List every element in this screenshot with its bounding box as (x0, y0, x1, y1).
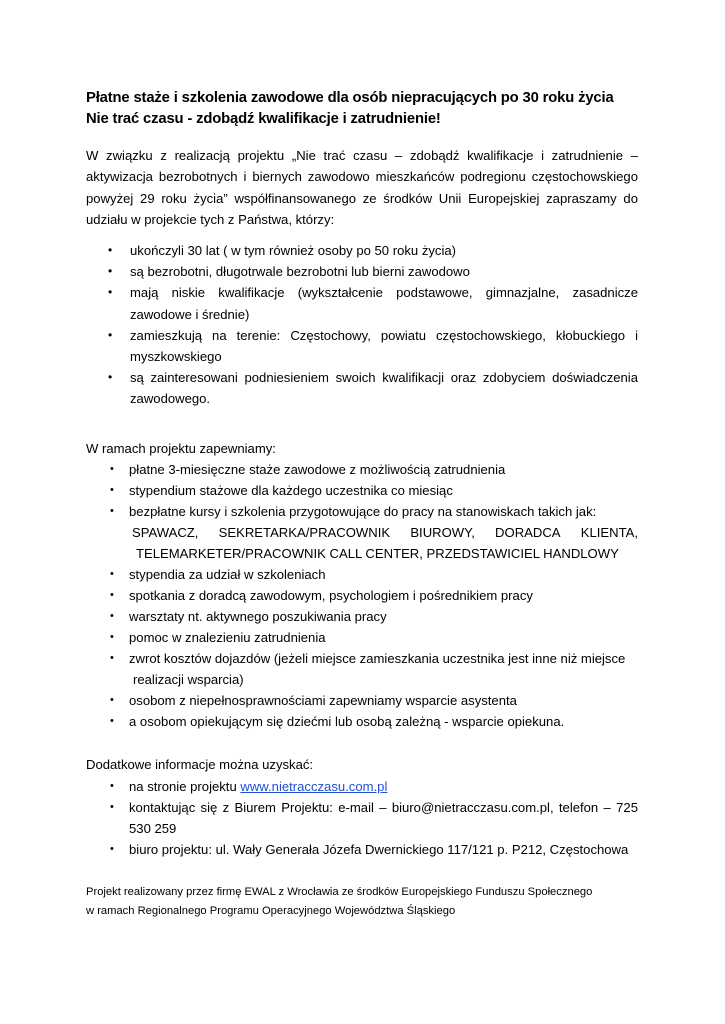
footer-line-1: Projekt realizowany przez firmę EWAL z Wrocławia ze środków Europejskiego Funduszu Społecznego (86, 886, 593, 898)
list-item: • są bezrobotni, długotrwale bezrobotni lub bierni zawodowo (86, 261, 638, 282)
list-item: • mają niskie kwalifikacje (wykształcenie podstawowe, gimnazjalne, zasadnicze zawodowe i średnie) (86, 282, 638, 324)
office-contact-text: kontaktując się z Biurem Projektu: e-mail – biuro@nietracczasu.com.pl, telefon – 725 530 259 (129, 800, 638, 836)
bullet-icon: • (110, 715, 114, 727)
bullet-icon: • (108, 285, 113, 300)
project-website-link[interactable]: www.nietracczasu.com.pl (240, 779, 388, 794)
list-item: • zamieszkują na terenie: Częstochowy, powiatu częstochowskiego, kłobuckiego i myszkowskiego (86, 325, 638, 367)
bullet-icon: • (110, 631, 114, 643)
trainings-text: bezpłatne kursy i szkolenia przygotowujące do pracy na stanowiskach takich jak: (129, 504, 597, 519)
list-item: • na stronie projektu www.nietracczasu.com.pl (86, 776, 638, 797)
list-item: • warsztaty nt. aktywnego poszukiwania pracy (86, 606, 638, 627)
contact-heading: Dodatkowe informacje można uzyskać: (86, 757, 314, 772)
bullet-icon: • (110, 610, 114, 622)
list-item: • są zainteresowani podniesieniem swoich kwalifikacji oraz zdobyciem doświadczenia zawodowego. (86, 367, 638, 409)
intro-paragraph: W związku z realizacją projektu „Nie trać czasu – zdobądź kwalifikacje i zatrudnienie – aktywizacja bezrobotnych i biernych zawodowo mieszkańców podregionu częstochowskiego powyżej 29 roku życia” współfinansowanego ze środków Unii Europejskiej zapraszamy do udziału w projekcie tych z Państwa, którzy: (86, 148, 638, 228)
list-item (86, 797, 638, 839)
title-line-1: Płatne staże i szkolenia zawodowe dla osób niepracujących po 30 roku życia (86, 90, 614, 106)
list-item: • stypendium stażowe dla każdego uczestnika co miesiąc (86, 480, 638, 501)
document-title (86, 88, 676, 130)
list-item: • stypendia za udział w szkoleniach (86, 564, 638, 585)
bullet-icon: • (108, 327, 113, 342)
bullet-icon: • (110, 589, 114, 601)
list-item: • osobom z niepełnosprawnościami zapewniamy wsparcie asystenta (86, 690, 638, 711)
footer-note (86, 883, 686, 920)
job-positions-line-2: TELEMARKETER/PRACOWNIK CALL CENTER, PRZEDSTAWICIEL HANDLOWY (136, 546, 619, 561)
bullet-icon: • (110, 843, 114, 855)
footer-line-2: w ramach Regionalnego Programu Operacyjnego Województwa Śląskiego (86, 904, 456, 917)
bullet-icon: • (110, 801, 114, 813)
bullet-icon: • (108, 243, 113, 257)
bullet-icon: • (108, 264, 113, 279)
job-positions-line: SPAWACZ, SEKRETARKA/PRACOWNIK BIUROWY, DORADCA KLIENTA, (132, 525, 638, 540)
bullet-icon: • (110, 568, 114, 580)
list-item: • zwrot kosztów dojazdów (jeżeli miejsce zamieszkania uczestnika jest inne niż miejsce realizacji wsparcia) (86, 648, 638, 690)
eligibility-list (86, 240, 638, 410)
bullet-icon: • (110, 484, 114, 496)
list-item (86, 839, 638, 860)
list-item (86, 501, 638, 564)
title-line-2: Nie trać czasu - zdobądź kwalifikacje i zatrudnienie! (86, 111, 441, 127)
bullet-icon: • (110, 463, 114, 475)
bullet-icon: • (110, 780, 114, 792)
bullet-icon: • (108, 370, 113, 385)
list-item: • pomoc w znalezieniu zatrudnienia (86, 627, 638, 648)
bullet-icon: • (110, 505, 114, 517)
bullet-icon: • (110, 652, 114, 664)
provide-list (86, 459, 638, 732)
list-item: • spotkania z doradcą zawodowym, psychologiem i pośrednikiem pracy (86, 585, 638, 606)
office-address: biuro projektu: ul. Wały Generała Józefa Dwernickiego 117/121 p. P212, Częstochowa (129, 842, 629, 857)
provide-heading: W ramach projektu zapewniamy: (86, 441, 276, 456)
contact-list (86, 776, 638, 860)
list-item: • płatne 3-miesięczne staże zawodowe z możliwością zatrudnienia (86, 459, 638, 480)
bullet-icon: • (110, 694, 114, 706)
list-item: • a osobom opiekującym się dziećmi lub osobą zależną - wsparcie opiekuna. (86, 711, 638, 732)
list-item: • ukończyli 30 lat ( w tym również osoby po 50 roku życia) (86, 240, 638, 261)
